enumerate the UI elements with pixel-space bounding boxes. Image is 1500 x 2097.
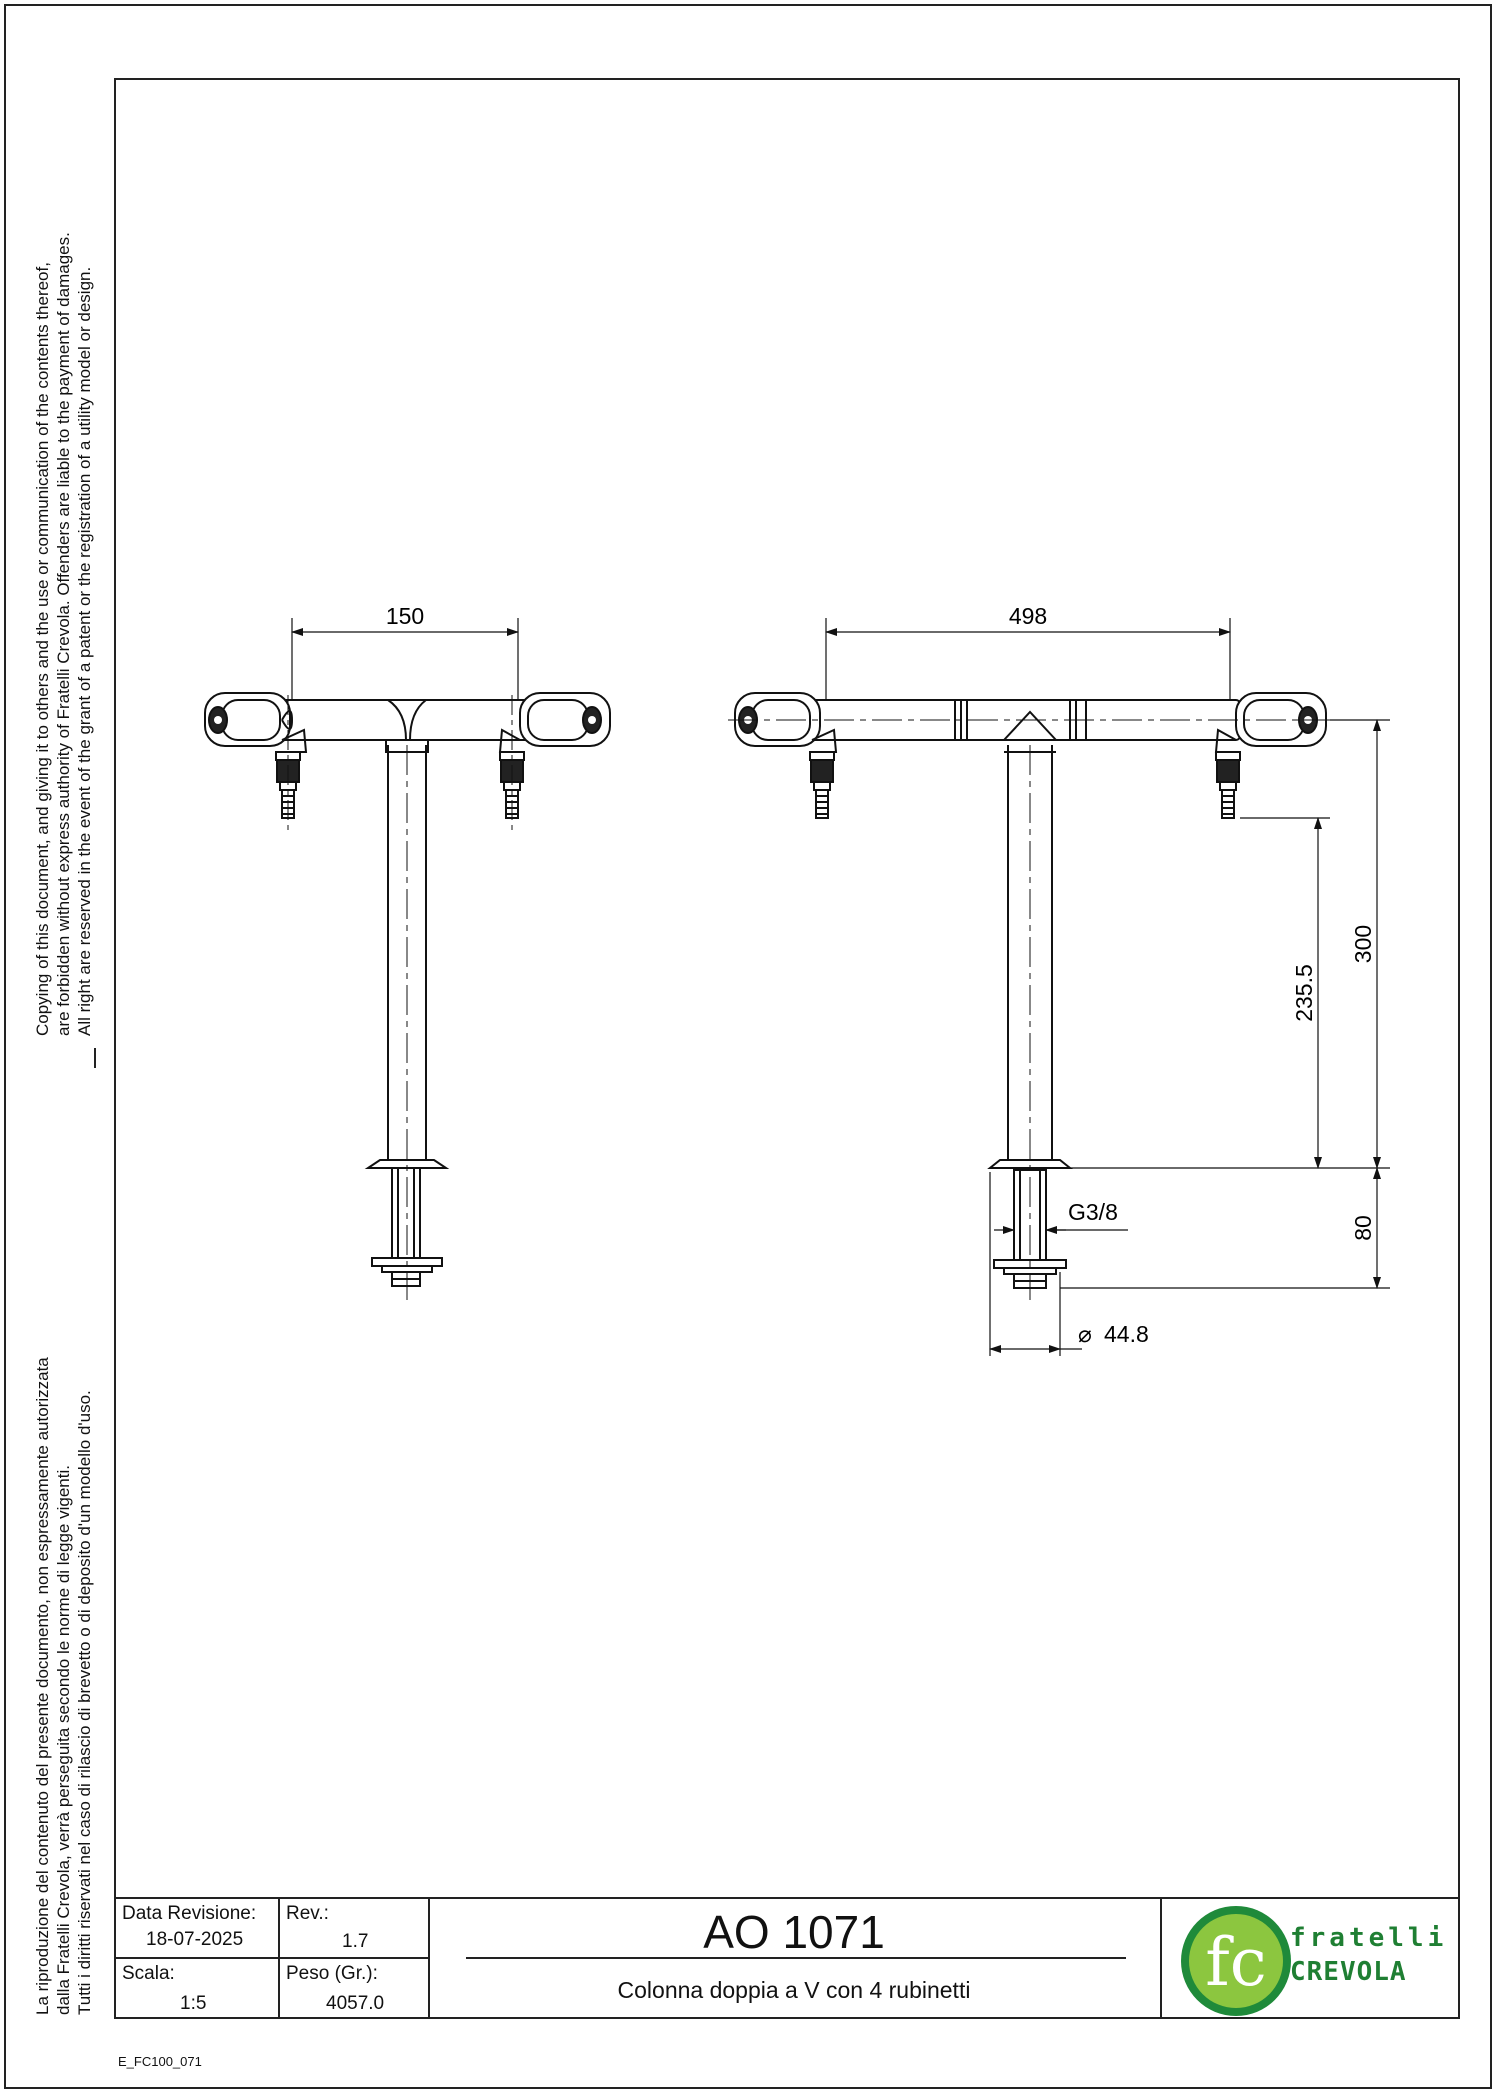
title-block xyxy=(116,1897,1458,2017)
side-view xyxy=(205,693,610,1300)
dim-diameter-symbol: ⌀ xyxy=(1078,1321,1092,1347)
dim-thread-label: G3/8 xyxy=(1068,1199,1118,1225)
dim-300-label: 300 xyxy=(1350,924,1376,964)
logo-monogram: fc xyxy=(1205,1924,1267,2001)
logo-emblem-icon xyxy=(1176,1901,1296,2021)
weight-value: 4057.0 xyxy=(326,1993,385,2014)
product-code: AO 1071 xyxy=(703,1906,885,1958)
product-description: Colonna doppia a V con 4 rubinetti xyxy=(617,1977,971,2003)
notice-it-line-2: dalla Fratelli Crevola, verrà perseguita secondo le norme di legge vigenti. xyxy=(54,1465,73,2015)
revision-date-label: Data Revisione: xyxy=(122,1903,257,1924)
dim-235-label: 235.5 xyxy=(1291,964,1317,1022)
dim-80-label: 80 xyxy=(1350,1215,1376,1241)
right-spout-front xyxy=(1216,730,1240,818)
dim-498-label: 498 xyxy=(1008,603,1048,629)
revision-date-value: 18-07-2025 xyxy=(146,1929,244,1950)
dim-150-label: 150 xyxy=(385,603,425,629)
left-tap-head-side xyxy=(205,693,292,746)
title-area xyxy=(428,1899,1160,2019)
scale-value: 1:5 xyxy=(180,1993,207,2014)
document-code: E_FC100_071 xyxy=(118,2054,202,2069)
left-spout-front xyxy=(810,730,836,818)
notice-it-line-3: Tutti i diritti riservati nel caso di rilascio di brevetto o di deposito d'un modello d'uso. xyxy=(75,1390,94,2015)
logo-text-fratelli: fratelli xyxy=(1290,1923,1448,1953)
right-tap-head-side xyxy=(520,693,610,746)
scale-label: Scala: xyxy=(122,1963,175,1984)
dim-150 xyxy=(292,618,518,700)
rev-label: Rev.: xyxy=(286,1903,329,1924)
notice-en-line-2: are forbidden without express authority of Fratelli Crevola. Offenders are liable to the payment of damages. xyxy=(54,232,73,1036)
notice-en-line-3: All right are reserved in the event of the grant of a patent or the registration of a utility model or design. xyxy=(75,266,94,1036)
logo-text-crevola: CREVOLA xyxy=(1290,1957,1407,1987)
company-logo xyxy=(1162,1899,1458,2019)
weight-label: Peso (Gr.): xyxy=(286,1963,378,1984)
notice-en-line-1: Copying of this document, and giving it to others and the use or communication of the contents thereof, xyxy=(33,262,52,1036)
notice-it-line-1: La riproduzione del contenuto del presente documento, non espressamente autorizzata xyxy=(33,1357,52,2015)
rev-value: 1.7 xyxy=(342,1931,369,1952)
dim-diameter-label: 44.8 xyxy=(1104,1321,1149,1347)
